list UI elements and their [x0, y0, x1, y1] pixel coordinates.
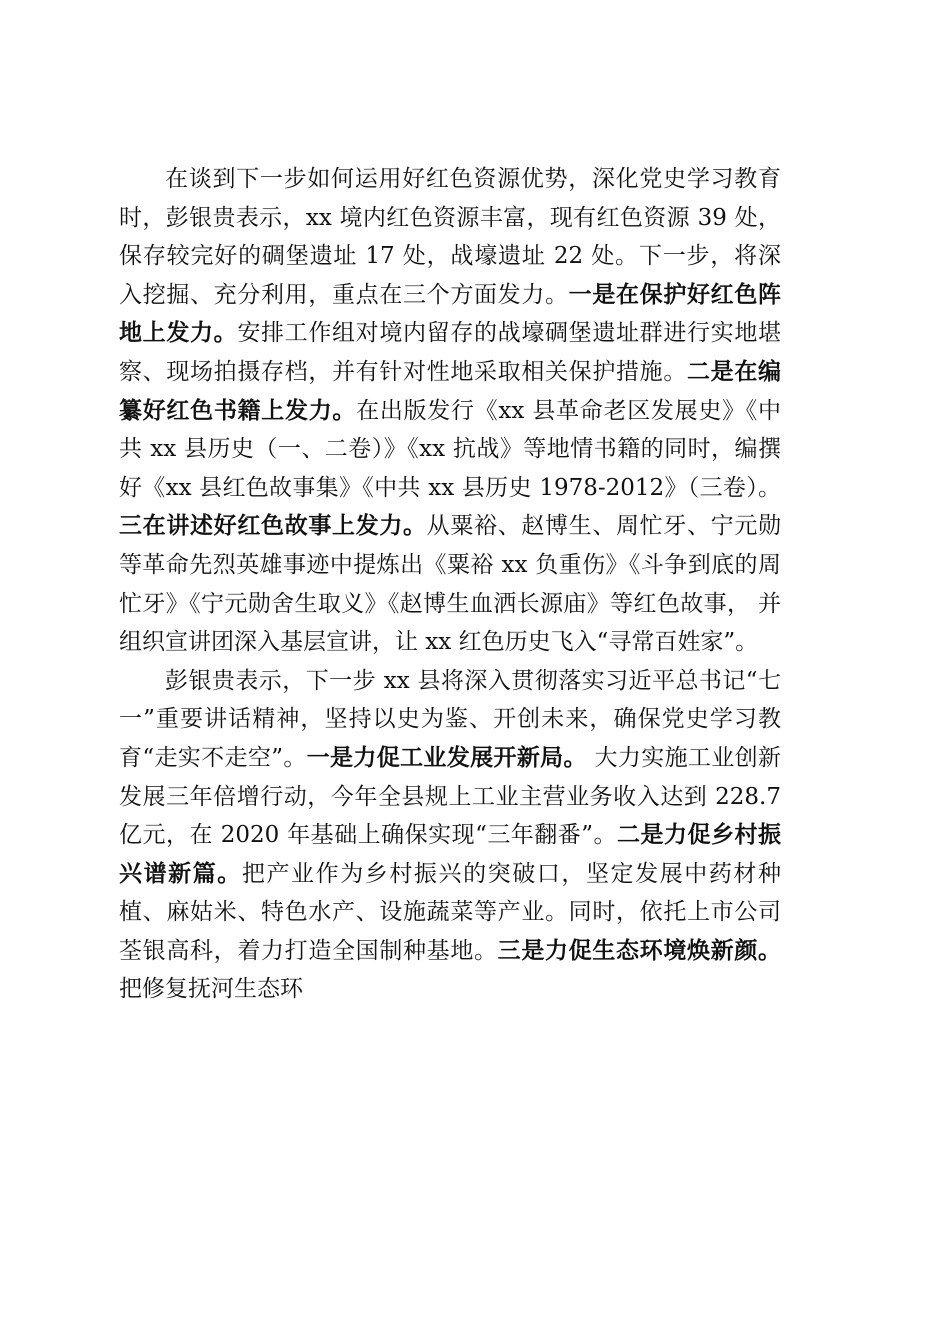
paragraph-red-resources [119, 160, 781, 662]
paragraph-text: 在谈到下一步如何运用好红色资源优势，深化党史学习教育时，彭银贵表示，xx 境内红色资源丰富，现有红色资源 39 处，保存较完好的碉堡遗址 17 处，战壕遗址 22 处。下一步，将深入挖掘、充分利用，重点在三个方面发力。 [119, 166, 781, 308]
paragraph-text: 从粟裕、赵博生、周忙牙、宁元勋等革命先烈英雄事迹中提炼出《粟裕 xx 负重伤》《斗争到底的周忙牙》《宁元勋舍生取义》《赵博生血洒长源庙》等红色故事， 并组织宣讲团深入基层宣讲，让 xx 红色历史飞入“寻常百姓家”。 [119, 513, 782, 656]
paragraph-text: 大力实施工业创新发展三年倍增行动，今年全县规上工业主营业务收入达到 228.7 亿元，在 2020 年基础上确保实现“三年翻番”。 [119, 744, 781, 849]
bold-heading-tell-stories: 三在讲述好红色故事上发力。 [119, 513, 427, 540]
bold-heading-protect-sites: 一是在保护好红色阵地上发力。 [119, 281, 782, 347]
paragraph-text: 在出版发行《xx 县革命老区发展史》《中共 xx 县历史（一、二卷）》《xx 抗战》等地情书籍的同时，编撰好《xx 县红色故事集》《中共 xx 县历史 1978-2012》（三卷）。 [119, 397, 781, 501]
paragraph-next-steps [119, 662, 781, 1009]
paragraph-text: 把产业作为乡村振兴的突破口，坚定发展中药材种植、麻姑米、特色水产、设施蔬菜等产业。同时，依托上市公司荃银高科，着力打造全国制种基地。 [119, 860, 782, 964]
paragraph-text: 彭银贵表示，下一步 xx 县将深入贯彻落实习近平总书记“七一”重要讲话精神，坚持以史为鉴、开创未来，确保党史学习教育“走实不走空”。 [119, 667, 781, 771]
bold-heading-industry: 一是力促工业发展开新局。 [306, 744, 587, 771]
paragraph-text: 安排工作组对境内留存的战壕碉堡遗址群进行实地堪察、现场拍摄存档，并有针对性地采取相关保护措施。 [119, 320, 782, 385]
bold-heading-ecology: 三是力促生态环境焕新颜。 [497, 937, 782, 964]
bold-heading-rural: 二是力促乡村振兴谱新篇。 [119, 822, 782, 887]
document-body [119, 160, 781, 1009]
paragraph-text: 把修复抚河生态环 [119, 976, 303, 1003]
bold-heading-compile-books: 二是在编纂好红色书籍上发力。 [119, 358, 782, 424]
